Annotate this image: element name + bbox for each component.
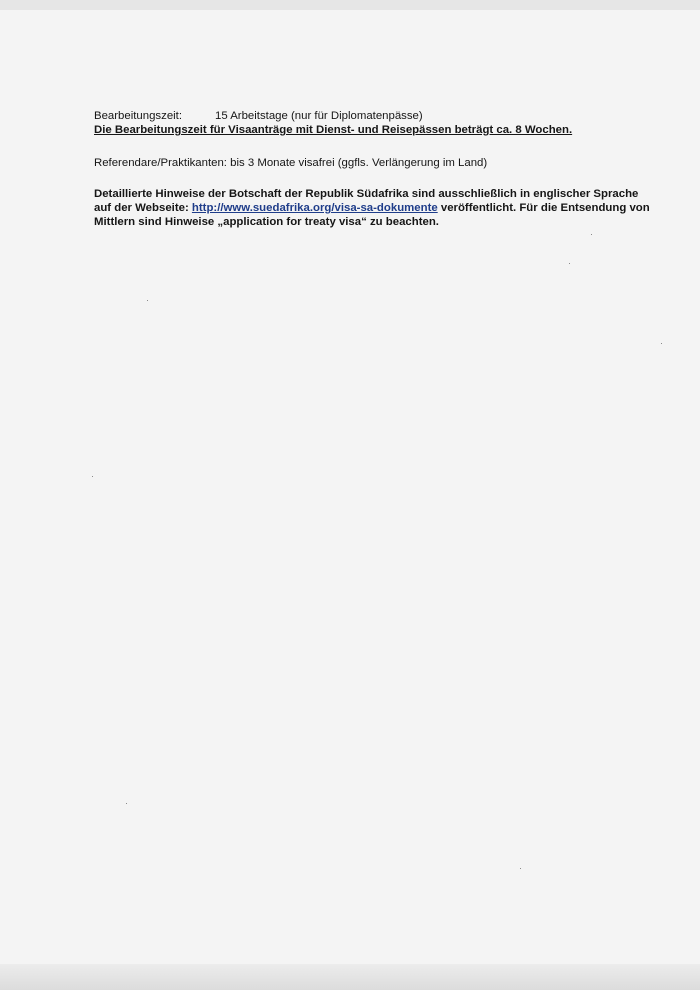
scan-speck [661,343,662,344]
referendare-paragraph: Referendare/Praktikanten: bis 3 Monate visafrei (ggfls. Verlängerung im Land) [94,157,488,169]
embassy-hinweise-paragraph [94,187,654,229]
document-body [94,109,654,229]
scan-speck [569,263,570,264]
scan-speck [591,234,592,235]
scan-speck [126,803,127,804]
scan-speck [92,476,93,477]
processing-time-note: Die Bearbeitungszeit für Visaanträge mit Dienst- und Reisepässen beträgt ca. 8 Wochen. [94,124,573,136]
embassy-website-link[interactable]: http://www.suedafrika.org/visa-sa-dokumente [191,202,438,214]
processing-time-value: 15 Arbeitstage (nur für Diplomatenpässe) [215,110,423,122]
hinweise-text-before-link: Detaillierte Hinweise der Botschaft der Republik Südafrika sind ausschließlich in englischer Sprache auf der Webseite: [94,188,639,214]
scan-speck [520,868,521,869]
scan-top-edge [0,0,700,10]
scan-speck [147,300,148,301]
hinweise-text-after-link: veröffentlicht. Für die Entsendung von Mittlern sind Hinweise „application for treaty visa“ zu beachten. [94,202,650,228]
processing-time-row [94,109,654,123]
scan-bottom-edge [0,964,700,990]
processing-time-label: Bearbeitungszeit: [94,110,183,122]
